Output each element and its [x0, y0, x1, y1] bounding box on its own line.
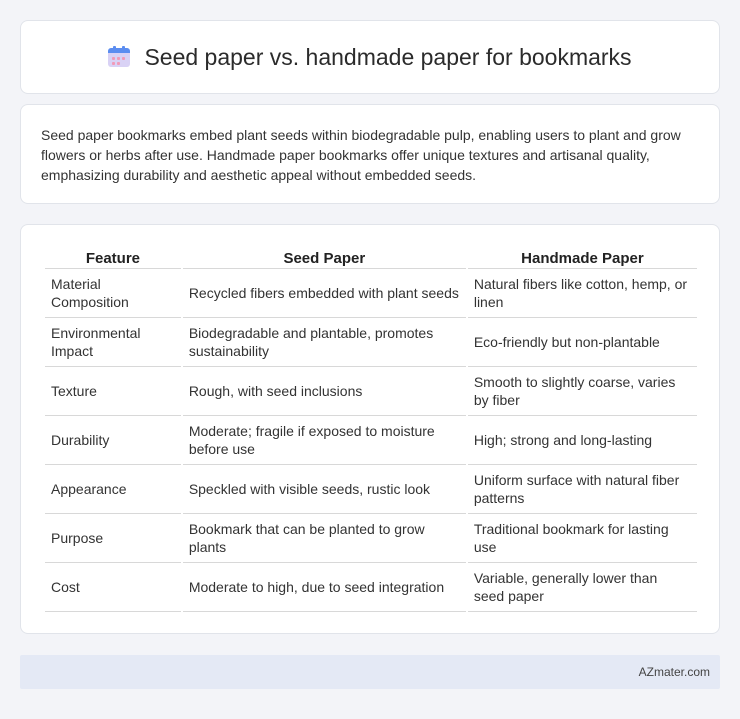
table-row	[45, 465, 697, 514]
table-cell: High; strong and long-lasting	[468, 416, 697, 465]
table-cell: Rough, with seed inclusions	[183, 367, 466, 416]
column-header: Feature	[45, 245, 181, 269]
table-cell: Durability	[45, 416, 181, 465]
table-cell: Texture	[45, 367, 181, 416]
column-header: Handmade Paper	[468, 245, 697, 269]
table-cell: Cost	[45, 563, 181, 612]
table-cell: Purpose	[45, 514, 181, 563]
calendar-icon	[108, 46, 130, 68]
footer-bar	[20, 655, 720, 689]
footer-site-link[interactable]: AZmater.com	[638, 665, 710, 679]
table-cell: Appearance	[45, 465, 181, 514]
intro-card	[20, 104, 720, 204]
table-cell: Material Composition	[45, 269, 181, 318]
table-row	[45, 318, 697, 367]
table-cell: Biodegradable and plantable, promotes sustainability	[183, 318, 466, 367]
table-row	[45, 269, 697, 318]
table-cell: Variable, generally lower than seed paper	[468, 563, 697, 612]
table-cell: Traditional bookmark for lasting use	[468, 514, 697, 563]
table-header-row	[45, 245, 697, 269]
table-cell: Recycled fibers embedded with plant seeds	[183, 269, 466, 318]
table-cell: Moderate to high, due to seed integration	[183, 563, 466, 612]
page-title: Seed paper vs. handmade paper for bookmarks	[144, 43, 632, 70]
table-cell: Eco-friendly but non-plantable	[468, 318, 697, 367]
table-cell: Environmental Impact	[45, 318, 181, 367]
column-header: Seed Paper	[183, 245, 466, 269]
comparison-table-card	[20, 224, 720, 634]
table-row	[45, 514, 697, 563]
intro-text: Seed paper bookmarks embed plant seeds within biodegradable pulp, enabling users to plant and grow flowers or herbs after use. Handmade paper bookmarks offer unique textures and artisanal quality, emphasizing durability and aesthetic appeal without embedded seeds.	[41, 127, 681, 183]
table-cell: Smooth to slightly coarse, varies by fiber	[468, 367, 697, 416]
title-card	[20, 20, 720, 94]
table-cell: Speckled with visible seeds, rustic look	[183, 465, 466, 514]
table-cell: Uniform surface with natural fiber patterns	[468, 465, 697, 514]
table-row	[45, 563, 697, 612]
table-cell: Moderate; fragile if exposed to moisture before use	[183, 416, 466, 465]
table-row	[45, 416, 697, 465]
comparison-table	[43, 245, 699, 612]
table-row	[45, 367, 697, 416]
table-cell: Bookmark that can be planted to grow plants	[183, 514, 466, 563]
table-cell: Natural fibers like cotton, hemp, or linen	[468, 269, 697, 318]
